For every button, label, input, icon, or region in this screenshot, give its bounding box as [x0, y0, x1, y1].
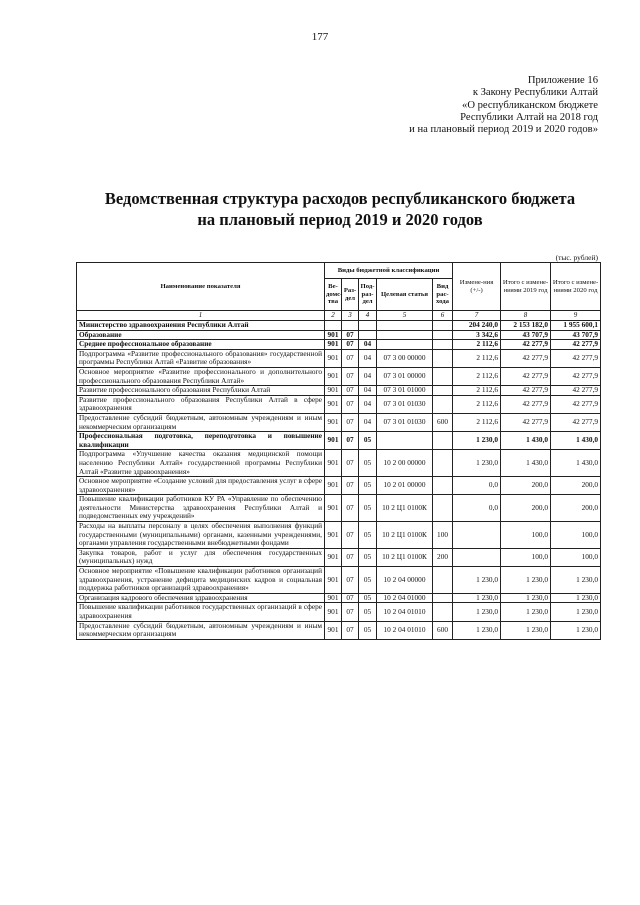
cell-dept: 901: [325, 495, 342, 522]
expenditure-table: [76, 262, 601, 640]
column-number: 5: [377, 311, 433, 321]
cell-change: 2 112,6: [453, 367, 501, 385]
cell-name: Профессиональная подготовка, переподготовка и повышение квалификации: [77, 432, 325, 450]
cell-change: [453, 548, 501, 566]
cell-total-2019: 200,0: [501, 477, 551, 495]
cell-name: Развитие профессионального образования Республики Алтай в сфере здравоохранения: [77, 395, 325, 413]
cell-section: 07: [342, 477, 359, 495]
cell-expense-type: [433, 330, 453, 340]
appendix-line: Приложение 16: [527, 75, 598, 86]
cell-target: 10 2 01 00000: [377, 477, 433, 495]
column-number: 7: [453, 311, 501, 321]
cell-section: 07: [342, 395, 359, 413]
cell-subsection: 05: [359, 450, 377, 477]
cell-subsection: 05: [359, 432, 377, 450]
cell-target: 07 3 00 00000: [377, 349, 433, 367]
cell-section: 07: [342, 548, 359, 566]
cell-dept: 901: [325, 603, 342, 621]
cell-name: Среднее профессиональное образование: [77, 340, 325, 350]
cell-dept: 901: [325, 395, 342, 413]
cell-dept: 901: [325, 567, 342, 594]
cell-section: 07: [342, 340, 359, 350]
cell-name: Закупка товаров, работ и услуг для обеспечения государственных (муниципальных) нужд: [77, 548, 325, 566]
cell-dept: 901: [325, 340, 342, 350]
cell-total-2020: 1 230,0: [551, 593, 601, 603]
column-number: 1: [77, 311, 325, 321]
cell-total-2020: 43 707,9: [551, 330, 601, 340]
cell-change: 3 342,6: [453, 330, 501, 340]
cell-name: Министерство здравоохранения Республики Алтай: [77, 321, 325, 331]
cell-expense-type: [433, 349, 453, 367]
cell-dept: 901: [325, 477, 342, 495]
cell-total-2020: 42 277,9: [551, 367, 601, 385]
cell-total-2019: 1 230,0: [501, 567, 551, 594]
cell-name: Основное мероприятие «Развитие профессионального и дополнительного профессионального образования Республики Алтай»: [77, 367, 325, 385]
appendix-line: «О республиканском бюджете: [462, 99, 598, 111]
cell-name: Повышение квалификации работников государственных организаций в сфере здравоохранения: [77, 603, 325, 621]
cell-name: Образование: [77, 330, 325, 340]
cell-name: Повышение квалификации работников КУ РА «Управление по обеспечению деятельности Министерства здравоохранения Республики Алтай и подведомственных ему учреждений»: [77, 495, 325, 522]
table-row: [77, 367, 601, 385]
cell-change: 204 240,0: [453, 321, 501, 331]
cell-subsection: 04: [359, 413, 377, 431]
cell-total-2019: 200,0: [501, 495, 551, 522]
cell-total-2020: 42 277,9: [551, 386, 601, 396]
cell-total-2020: 100,0: [551, 548, 601, 566]
column-number-row: [77, 311, 601, 321]
cell-expense-type: [433, 603, 453, 621]
header-total-2019: Итого с измене-ниями 2019 год: [501, 263, 551, 311]
cell-total-2020: 1 230,0: [551, 621, 601, 639]
cell-subsection: 05: [359, 477, 377, 495]
page-number: 177: [311, 31, 329, 43]
cell-change: 2 112,6: [453, 386, 501, 396]
cell-change: 1 230,0: [453, 621, 501, 639]
cell-total-2019: 42 277,9: [501, 413, 551, 431]
cell-total-2020: 1 430,0: [551, 432, 601, 450]
cell-expense-type: [433, 395, 453, 413]
document-title: [60, 188, 620, 230]
column-number: 8: [501, 311, 551, 321]
document-title-line: Ведомственная структура расходов республиканского бюджета: [104, 189, 576, 208]
cell-change: 2 112,6: [453, 349, 501, 367]
cell-expense-type: [433, 367, 453, 385]
table-row: [77, 432, 601, 450]
cell-subsection: 05: [359, 522, 377, 549]
cell-subsection: 04: [359, 395, 377, 413]
cell-expense-type: [433, 386, 453, 396]
cell-change: 2 112,6: [453, 340, 501, 350]
header-expense-type: Вид рас-хода: [433, 279, 453, 311]
table-row: [77, 567, 601, 594]
cell-section: 07: [342, 413, 359, 431]
cell-total-2020: 100,0: [551, 522, 601, 549]
cell-total-2019: 42 277,9: [501, 349, 551, 367]
table-row: [77, 548, 601, 566]
header-target: Целевая статья: [377, 279, 433, 311]
cell-total-2019: 2 153 182,0: [501, 321, 551, 331]
cell-section: 07: [342, 567, 359, 594]
cell-subsection: 05: [359, 495, 377, 522]
cell-dept: 901: [325, 548, 342, 566]
cell-target: [377, 432, 433, 450]
cell-expense-type: [433, 321, 453, 331]
cell-dept: 901: [325, 450, 342, 477]
cell-change: 1 230,0: [453, 593, 501, 603]
cell-subsection: 05: [359, 548, 377, 566]
cell-total-2019: 42 277,9: [501, 340, 551, 350]
cell-target: 10 2 Ц1 0100К: [377, 548, 433, 566]
cell-target: 10 2 04 01010: [377, 621, 433, 639]
cell-name: Развитие профессионального образования Республики Алтай: [77, 386, 325, 396]
column-number: 3: [342, 311, 359, 321]
cell-name: Расходы на выплаты персоналу в целях обеспечения выполнения функций государственными (муниципальными) органами, казенными учреждениями, органами управления государственными внебюджетными фондами: [77, 522, 325, 549]
cell-change: 2 112,6: [453, 395, 501, 413]
unit-note: (тыс. рублей): [555, 253, 598, 262]
cell-expense-type: 200: [433, 548, 453, 566]
cell-expense-type: [433, 340, 453, 350]
cell-expense-type: 600: [433, 621, 453, 639]
cell-subsection: 04: [359, 349, 377, 367]
cell-change: 1 230,0: [453, 432, 501, 450]
cell-target: 10 2 Ц1 0100К: [377, 522, 433, 549]
cell-expense-type: [433, 477, 453, 495]
cell-dept: 901: [325, 386, 342, 396]
header-subsection: Под-раз-дел: [359, 279, 377, 311]
cell-change: [453, 522, 501, 549]
cell-target: 07 3 01 01000: [377, 386, 433, 396]
cell-expense-type: [433, 495, 453, 522]
document-title-line: на плановый период 2019 и 2020 годов: [197, 210, 483, 229]
cell-name: Предоставление субсидий бюджетным, автономным учреждениям и иным некоммерческим организациям: [77, 413, 325, 431]
cell-dept: 901: [325, 432, 342, 450]
cell-target: 10 2 04 01010: [377, 603, 433, 621]
table-row: [77, 321, 601, 331]
header-section: Раз-дел: [342, 279, 359, 311]
cell-total-2019: 42 277,9: [501, 367, 551, 385]
cell-total-2020: 42 277,9: [551, 413, 601, 431]
cell-change: 0,0: [453, 477, 501, 495]
cell-name: Предоставление субсидий бюджетным, автономным учреждениям и иным некоммерческим организациям: [77, 621, 325, 639]
cell-total-2019: 1 230,0: [501, 621, 551, 639]
cell-target: [377, 340, 433, 350]
cell-dept: 901: [325, 621, 342, 639]
appendix-line: к Закону Республики Алтай: [472, 87, 598, 99]
appendix-line: и на плановый период 2019 и 2020 годов»: [409, 124, 598, 136]
appendix-line: Республики Алтай на 2018 год: [460, 111, 598, 123]
table-row: [77, 450, 601, 477]
cell-dept: 901: [325, 522, 342, 549]
cell-subsection: 05: [359, 567, 377, 594]
cell-name: Основное мероприятие «Повышение квалификации работников организаций здравоохранения, устранение дефицита медицинских кадров и социальная поддержка работников организаций здравоохранения»: [77, 567, 325, 594]
cell-subsection: 05: [359, 603, 377, 621]
cell-section: 07: [342, 386, 359, 396]
cell-total-2019: 100,0: [501, 548, 551, 566]
cell-dept: 901: [325, 349, 342, 367]
cell-total-2020: 1 955 600,1: [551, 321, 601, 331]
cell-expense-type: [433, 432, 453, 450]
cell-total-2020: 200,0: [551, 495, 601, 522]
cell-target: 07 3 01 01030: [377, 395, 433, 413]
column-number: 6: [433, 311, 453, 321]
cell-target: 07 3 01 00000: [377, 367, 433, 385]
cell-section: 07: [342, 603, 359, 621]
cell-expense-type: [433, 567, 453, 594]
table-row: [77, 340, 601, 350]
cell-change: 1 230,0: [453, 603, 501, 621]
cell-total-2020: 42 277,9: [551, 395, 601, 413]
cell-name: Подпрограмма «Развитие профессионального образования» государственной программы Республики Алтай «Развитие образования»: [77, 349, 325, 367]
table-row: [77, 413, 601, 431]
table-row: [77, 349, 601, 367]
cell-target: 10 2 04 01000: [377, 593, 433, 603]
column-number: 4: [359, 311, 377, 321]
column-number: 2: [325, 311, 342, 321]
cell-total-2020: 1 230,0: [551, 567, 601, 594]
header-name: Наименование показателя: [77, 263, 325, 311]
table-row: [77, 386, 601, 396]
cell-dept: 901: [325, 413, 342, 431]
cell-target: 07 3 01 01030: [377, 413, 433, 431]
header-change: Измене-ния (+/-): [453, 263, 501, 311]
table-row: [77, 603, 601, 621]
cell-section: 07: [342, 593, 359, 603]
cell-name: Основное мероприятие «Создание условий для предоставления услуг в сфере здравоохранения»: [77, 477, 325, 495]
cell-section: [342, 321, 359, 331]
cell-total-2020: 200,0: [551, 477, 601, 495]
cell-total-2019: 1 230,0: [501, 593, 551, 603]
cell-total-2019: 42 277,9: [501, 386, 551, 396]
header-dept: Ве-домс-тва: [325, 279, 342, 311]
cell-expense-type: [433, 593, 453, 603]
cell-total-2020: 1 430,0: [551, 450, 601, 477]
cell-subsection: 04: [359, 367, 377, 385]
cell-subsection: 05: [359, 621, 377, 639]
cell-total-2019: 100,0: [501, 522, 551, 549]
cell-subsection: 04: [359, 386, 377, 396]
cell-expense-type: 600: [433, 413, 453, 431]
table-row: [77, 477, 601, 495]
cell-dept: 901: [325, 330, 342, 340]
cell-target: [377, 330, 433, 340]
cell-change: 1 230,0: [453, 450, 501, 477]
cell-change: 0,0: [453, 495, 501, 522]
header-total-2020: Итого с измене-ниями 2020 год: [551, 263, 601, 311]
cell-dept: [325, 321, 342, 331]
cell-total-2019: 42 277,9: [501, 395, 551, 413]
cell-section: 07: [342, 522, 359, 549]
table-row: [77, 495, 601, 522]
cell-total-2019: 1 430,0: [501, 432, 551, 450]
cell-dept: 901: [325, 593, 342, 603]
cell-section: 07: [342, 367, 359, 385]
cell-subsection: 05: [359, 593, 377, 603]
cell-name: Подпрограмма «Улучшение качества оказания медицинской помощи населению Республики Алтай» государственной программы Республики Алтай «Развитие здравоохранения»: [77, 450, 325, 477]
cell-total-2020: 42 277,9: [551, 349, 601, 367]
table-row: [77, 621, 601, 639]
cell-expense-type: 100: [433, 522, 453, 549]
cell-section: 07: [342, 432, 359, 450]
cell-subsection: [359, 321, 377, 331]
table-row: [77, 395, 601, 413]
cell-total-2019: 43 707,9: [501, 330, 551, 340]
cell-target: 10 2 04 00000: [377, 567, 433, 594]
column-number: 9: [551, 311, 601, 321]
header-classification-group: Виды бюджетной классификации: [325, 263, 453, 279]
appendix-reference: [409, 75, 598, 136]
cell-target: 10 2 00 00000: [377, 450, 433, 477]
cell-section: 07: [342, 450, 359, 477]
cell-change: 2 112,6: [453, 413, 501, 431]
cell-total-2019: 1 230,0: [501, 603, 551, 621]
cell-target: 10 2 Ц1 0100К: [377, 495, 433, 522]
cell-subsection: 04: [359, 340, 377, 350]
cell-change: 1 230,0: [453, 567, 501, 594]
cell-name: Организация кадрового обеспечения здравоохранения: [77, 593, 325, 603]
cell-section: 07: [342, 621, 359, 639]
cell-target: [377, 321, 433, 331]
cell-total-2020: 42 277,9: [551, 340, 601, 350]
cell-section: 07: [342, 330, 359, 340]
table-body: [77, 321, 601, 640]
cell-section: 07: [342, 495, 359, 522]
cell-total-2020: 1 230,0: [551, 603, 601, 621]
cell-expense-type: [433, 450, 453, 477]
table-row: [77, 522, 601, 549]
cell-section: 07: [342, 349, 359, 367]
cell-total-2019: 1 430,0: [501, 450, 551, 477]
cell-dept: 901: [325, 367, 342, 385]
